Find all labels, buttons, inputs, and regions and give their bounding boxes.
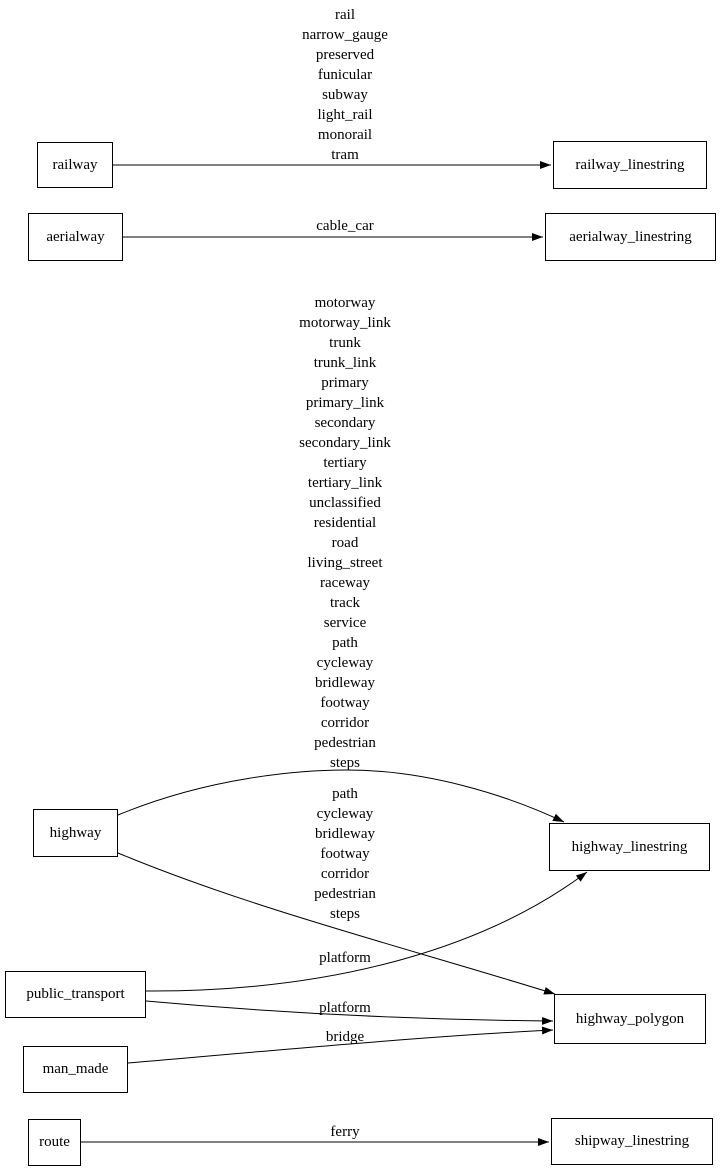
edge-label-line: footway [320,695,370,711]
edge-label-line: steps [330,755,360,771]
edge-label-line: unclassified [309,495,381,511]
edge-label-line: cycleway [316,655,374,671]
edge-label-line: secondary_link [299,435,391,451]
node-route: route [28,1119,81,1166]
edge-labels-highway-to-highway-linestring [195,293,495,773]
edge-label-line: cycleway [316,806,374,822]
edge-label-line: residential [313,515,377,531]
node-public-transport: public_transport [5,971,146,1018]
edge-label-line: primary [321,375,369,391]
edge-label-line: pedestrian [314,886,376,902]
edge-label-line: narrow_gauge [302,27,388,43]
edge-label-line: steps [330,906,360,922]
edge-label-line: bridleway [315,675,375,691]
edge-label-line: raceway [320,575,370,591]
edge-label-line: road [331,535,359,551]
edge-label-line: footway [320,846,370,862]
edge-label-line: tertiary [323,455,367,471]
node-railway-linestring: railway_linestring [553,141,707,189]
edge-labels-highway-to-highway-polygon [195,784,495,924]
edge-labels-railway-to-railway-linestring [195,5,495,165]
edge-label-line: light_rail [317,107,373,123]
edge-label-line: platform [319,1000,371,1016]
edge-label-line: bridge [325,1029,365,1045]
edge-labels-public-transport-to-highway-polygon [195,998,495,1018]
edge-label-line: funicular [317,67,373,83]
edge-label-line: motorway_link [299,315,391,331]
node-railway: railway [37,142,113,188]
node-highway-linestring: highway_linestring [549,823,710,871]
edge-label-line: pedestrian [314,735,376,751]
edge-label-line: track [330,595,360,611]
edge-label-line: trunk_link [313,355,377,371]
edge-label-line: cable_car [316,218,374,234]
edge-label-line: tram [331,147,359,163]
edge-label-line: platform [319,950,371,966]
node-aerialway-linestring: aerialway_linestring [545,213,716,261]
edge-label-line: bridleway [315,826,375,842]
edge-label-line: service [323,615,367,631]
edge-labels-aerialway-to-aerialway-linestring [195,216,495,236]
edge-label-line: rail [335,7,355,23]
edge-label-line: tertiary_link [307,475,383,491]
edge-labels-route-to-shipway-linestring [195,1122,495,1142]
edge-label-line: path [332,786,358,802]
edge-label-line: subway [322,87,368,103]
edge-label-line: corridor [320,715,370,731]
edge-label-line: motorway [314,295,376,311]
edge-label-line: trunk [329,335,361,351]
edge-label-line: ferry [330,1124,360,1140]
node-highway: highway [33,809,118,857]
node-shipway-linestring: shipway_linestring [551,1118,713,1165]
edge-label-line: preserved [315,47,375,63]
node-aerialway: aerialway [28,213,123,261]
edge-label-line: primary_link [305,395,385,411]
edge-labels-public-transport-to-highway-linestring [195,948,495,968]
edge-label-line: corridor [320,866,370,882]
node-man-made: man_made [23,1046,128,1093]
edge-label-line: secondary [314,415,376,431]
node-highway-polygon: highway_polygon [554,994,706,1044]
edge-label-line: living_street [307,555,383,571]
edge-label-line: path [332,635,358,651]
edge-label-line: monorail [317,127,373,143]
edge-labels-man-made-to-highway-polygon [195,1027,495,1047]
